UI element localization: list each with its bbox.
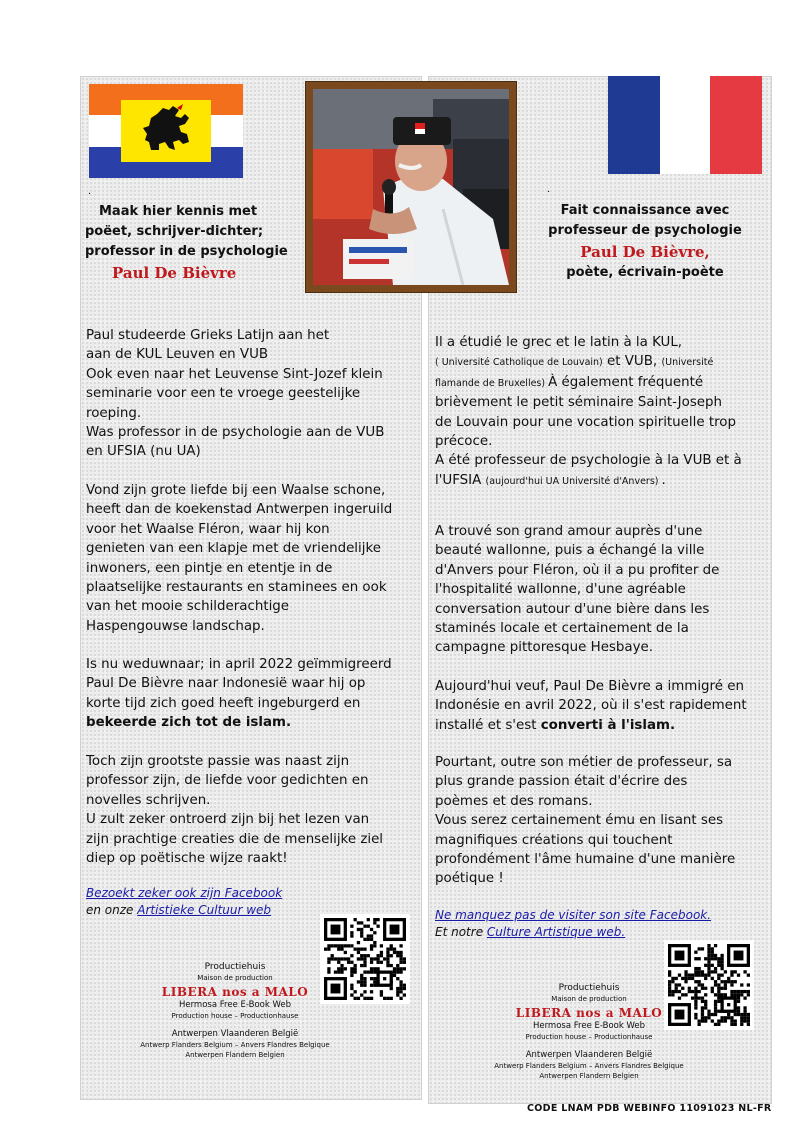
production-line: Production house – Productionhause bbox=[525, 1033, 653, 1041]
production-line: Hermosa Free E-Book Web bbox=[178, 1000, 292, 1010]
french-paragraph-2: A trouvé son grand amour auprès d'une beauté wallonne, puis a échangé la ville d'Anvers pour Fléron, où il a pu profiter de l'hospitalité wallonne, d'une agréable conversation autour d'une bière dans les staminés locale et certainement de la campagne pittoresque Hesbaye. bbox=[435, 524, 720, 656]
dutch-paragraph-1: Paul studeerde Grieks Latijn aan het aan de KUL Leuven en VUB Ook even naar het Leuvense Sint-Jozef klein seminarie voor een te vroege geestelijke roeping. Was professor in de psychologie aan de VUB en UFSIA (nu UA) bbox=[86, 328, 385, 460]
author-name: Paul De Bièvre bbox=[112, 264, 237, 282]
french-paragraph-3 bbox=[435, 677, 747, 735]
production-line: Antwerpen Vlaanderen België bbox=[525, 1050, 653, 1060]
production-info bbox=[130, 961, 340, 1060]
facebook-link[interactable]: Ne manquez pas de visiter son site Facebook. bbox=[435, 908, 712, 922]
culture-web-link[interactable]: Culture Artistique web. bbox=[486, 925, 626, 939]
production-line: Hermosa Free E-Book Web bbox=[532, 1021, 646, 1031]
dutch-heading-line: poëet, schrijver-dichter; bbox=[85, 224, 264, 239]
french-p1-rest: À également fréquenté brièvement le petit séminaire Saint-Joseph de Louvain pour une vocation spirituelle trop précoce. A été professeur de psychologie à la VUB et à bbox=[435, 374, 742, 469]
dutch-paragraph-3-text: Is nu weduwnaar; in april 2022 geïmmigreerd Paul De Bièvre naar Indonesië waar hij op korte tijd zich goed heeft ingeburgerd en bbox=[86, 657, 392, 711]
production-line: Maison de production bbox=[197, 974, 273, 982]
french-p1-line: et VUB, bbox=[602, 354, 662, 370]
link-prefix: en onze bbox=[86, 903, 138, 917]
french-small-text: (Université bbox=[661, 357, 714, 369]
french-p1-line: l'UFSIA bbox=[435, 472, 486, 488]
dutch-links bbox=[86, 885, 282, 919]
portrait-photo bbox=[313, 89, 509, 285]
french-links bbox=[435, 907, 711, 941]
dutch-paragraph-3-bold: bekeerde zich tot de islam. bbox=[86, 715, 292, 731]
french-small-text: (aujourd'hui UA Université d'Anvers) bbox=[485, 475, 662, 487]
link-prefix: Et notre bbox=[435, 925, 487, 939]
dutch-heading-line: Maak hier kennis met bbox=[99, 204, 258, 219]
decorative-dot: . bbox=[88, 186, 92, 197]
french-p1-line: . bbox=[661, 472, 666, 488]
dutch-paragraph-4: Toch zijn grootste passie was naast zijn professor zijn, de liefde voor gedichten en novelles schrijven. U zult zeker ontroerd zijn bij het lezen van zijn prachtige creaties die de menselijke ziel diep op poëtische wijze raakt! bbox=[86, 754, 384, 867]
dutch-heading-line: professor in de psychologie bbox=[85, 244, 288, 259]
french-heading bbox=[520, 201, 770, 283]
production-info bbox=[480, 982, 698, 1081]
french-paragraph-3-text: Aujourd'hui veuf, Paul De Bièvre a immigré en Indonésie en avril 2022, où il s'est rapidement installé et s'est bbox=[435, 679, 747, 733]
french-paragraph-1 bbox=[435, 333, 742, 491]
production-brand: LIBERA nos a MALO bbox=[161, 985, 309, 999]
production-line: Antwerpen Flandern Belgien bbox=[539, 1072, 639, 1080]
french-paragraph-4: Pourtant, outre son métier de professeur, sa plus grande passion était d'écrire des poèmes et des romans. Vous serez certainement ému en lisant ses magnifiques créations qui touchent profondément l'âme humaine d'une manière poétique ! bbox=[435, 755, 736, 887]
french-p1-line: Il a étudié le grec et le latin à la KUL, bbox=[435, 335, 683, 350]
dutch-paragraph-3 bbox=[86, 655, 392, 733]
production-line: Antwerp Flanders Belgium – Anvers Flandres Belgique bbox=[494, 1062, 684, 1070]
production-line: Productiehuis bbox=[558, 983, 620, 993]
production-line: Production house – Productionhause bbox=[171, 1012, 299, 1020]
author-name: Paul De Bièvre, bbox=[580, 243, 710, 261]
portrait-photo-frame bbox=[306, 82, 516, 292]
culture-web-link[interactable]: Artistieke Cultuur web bbox=[137, 903, 272, 917]
french-heading-line: professeur de psychologie bbox=[548, 223, 742, 238]
french-heading-line: Fait connaissance avec bbox=[560, 203, 730, 218]
french-paragraph-3-bold: converti à l'islam. bbox=[540, 717, 676, 733]
production-brand: LIBERA nos a MALO bbox=[515, 1006, 663, 1020]
production-line: Antwerp Flanders Belgium – Anvers Flandres Belgique bbox=[140, 1041, 330, 1049]
dutch-paragraph-2: Vond zijn grote liefde bij een Waalse schone, heeft dan de koekenstad Antwerpen ingeruild voor het Waalse Fléron, waar hij kon genieten van een klapje met de vriendelijke inwoners, een pintje en etentje in de plaatselijke restaurants en staminees en ook van het mooie schilderachtige Haspengouwse landschap. bbox=[86, 483, 393, 634]
production-line: Productiehuis bbox=[204, 962, 266, 972]
decorative-dot: . bbox=[547, 184, 551, 195]
production-line: Antwerpen Vlaanderen België bbox=[171, 1029, 299, 1039]
facebook-link[interactable]: Bezoekt zeker ook zijn Facebook bbox=[86, 886, 283, 900]
flanders-flag-icon bbox=[89, 84, 243, 178]
french-small-text: ( Université Catholique de Louvain) bbox=[435, 357, 603, 369]
dutch-heading bbox=[85, 202, 305, 284]
french-small-text: flamande de Bruxelles) bbox=[435, 377, 549, 389]
france-flag-icon bbox=[608, 76, 762, 174]
production-line: Maison de production bbox=[551, 995, 627, 1003]
french-heading-line: poète, écrivain-poète bbox=[566, 265, 724, 280]
production-line: Antwerpen Flandern Belgien bbox=[185, 1051, 285, 1059]
document-code: CODE LNAM PDB WEBINFO 11091023 NL-FR bbox=[527, 1103, 772, 1114]
